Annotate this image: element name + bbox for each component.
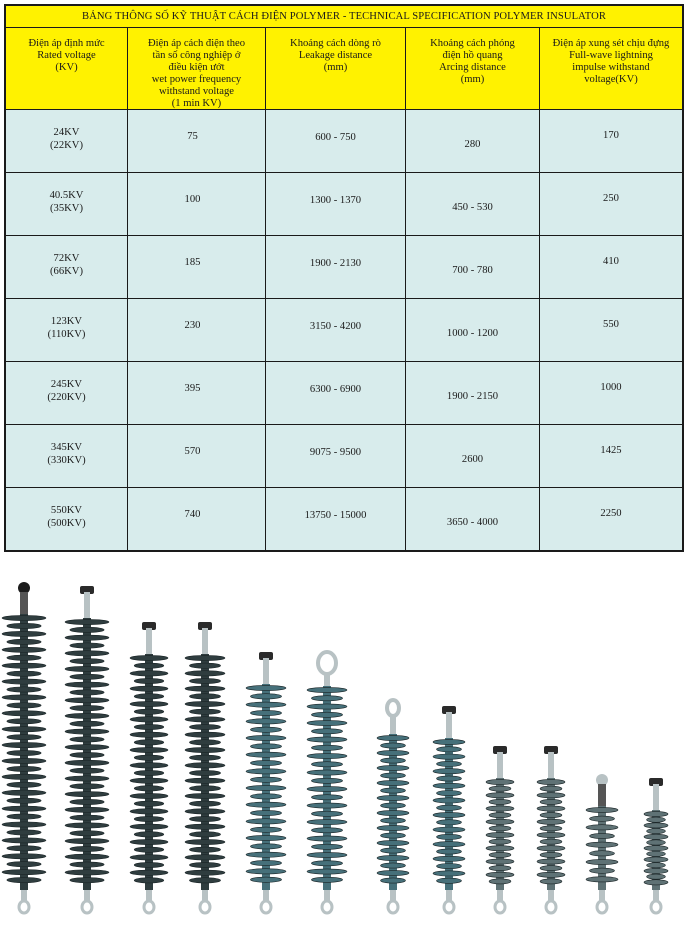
table-row (6, 362, 682, 425)
insulator-eye (377, 700, 409, 913)
cell-arcing-distance: 1000 - 1200 (406, 299, 540, 361)
insulator-clevis (65, 586, 109, 913)
cell-arcing-distance: 450 - 530 (406, 173, 540, 235)
header-lightning-impulse: Điện áp xung sét chịu đựng Full-wave lightning impulse withstand voltage(KV) (552, 38, 670, 85)
table-row (6, 173, 682, 236)
table-body (6, 110, 682, 550)
cell-lightning-impulse: 170 (603, 129, 619, 141)
cell-rated-voltage: 24KV (22KV) (6, 110, 128, 172)
cell-leakage-distance: 6300 - 6900 (266, 362, 406, 424)
cell-lightning-impulse: 1000 (600, 381, 622, 393)
insulator-clevis-large (246, 652, 286, 913)
spec-table (4, 4, 684, 552)
cell-rated-voltage: 72KV (66KV) (6, 236, 128, 298)
cell-lightning-impulse: 2250 (600, 507, 622, 519)
header-leakage-distance: Khoảng cách dòng rò Leakage distance (mm) (266, 28, 406, 109)
cell-wet-power-frequency: 395 (128, 362, 266, 424)
table-row (6, 425, 682, 488)
cell-leakage-distance: 3150 - 4200 (266, 299, 406, 361)
table-header-row (6, 28, 682, 110)
insulator-eye-large (307, 652, 347, 913)
cell-wet-power-frequency: 570 (128, 425, 266, 487)
cell-lightning-impulse: 550 (603, 318, 619, 330)
cell-leakage-distance: 1900 - 2130 (266, 236, 406, 298)
header-arcing-distance: Khoảng cách phóng điện hồ quang Arcing distance (mm) (406, 28, 540, 109)
insulator-tongue (644, 778, 668, 913)
cell-wet-power-frequency: 100 (128, 173, 266, 235)
cell-lightning-impulse: 250 (603, 192, 619, 204)
cell-lightning-impulse: 1425 (600, 444, 622, 456)
table-row (6, 488, 682, 550)
table-row (6, 236, 682, 299)
cell-lightning-impulse: 410 (603, 255, 619, 267)
table-title: BẢNG THÔNG SỐ KỸ THUẬT CÁCH ĐIỆN POLYMER - TECHNICAL SPECIFICATION POLYMER INSULATOR (6, 6, 682, 28)
insulator-ball (2, 582, 46, 913)
table-row (6, 299, 682, 362)
cell-arcing-distance: 2600 (406, 425, 540, 487)
cell-leakage-distance: 9075 - 9500 (266, 425, 406, 487)
insulator-tongue (185, 622, 225, 913)
cell-arcing-distance: 280 (406, 110, 540, 172)
insulator-ball-cap (586, 774, 618, 913)
cell-rated-voltage: 550KV (500KV) (6, 488, 128, 550)
insulator-product-photo (0, 560, 688, 936)
header-rated-voltage: Điện áp định mức Rated voltage (KV) (6, 28, 128, 109)
cell-rated-voltage: 245KV (220KV) (6, 362, 128, 424)
cell-arcing-distance: 700 - 780 (406, 236, 540, 298)
cell-leakage-distance: 600 - 750 (266, 110, 406, 172)
cell-rated-voltage: 345KV (330KV) (6, 425, 128, 487)
cell-leakage-distance: 13750 - 15000 (266, 488, 406, 550)
cell-wet-power-frequency: 740 (128, 488, 266, 550)
cell-rated-voltage: 123KV (110KV) (6, 299, 128, 361)
insulator-clevis (486, 746, 514, 913)
cell-arcing-distance: 3650 - 4000 (406, 488, 540, 550)
cell-wet-power-frequency: 75 (128, 110, 266, 172)
insulator-socket (433, 706, 465, 913)
cell-arcing-distance: 1900 - 2150 (406, 362, 540, 424)
header-wet-power-frequency: Điện áp cách điện theo tần số công nghiệp ở điều kiện ướt wet power frequency withstand voltage (1 min KV) (128, 28, 266, 109)
cell-wet-power-frequency: 185 (128, 236, 266, 298)
cell-wet-power-frequency: 230 (128, 299, 266, 361)
insulator-socket (130, 622, 168, 913)
cell-rated-voltage: 40.5KV (35KV) (6, 173, 128, 235)
insulator-clevis (537, 746, 565, 913)
cell-leakage-distance: 1300 - 1370 (266, 173, 406, 235)
table-row (6, 110, 682, 173)
